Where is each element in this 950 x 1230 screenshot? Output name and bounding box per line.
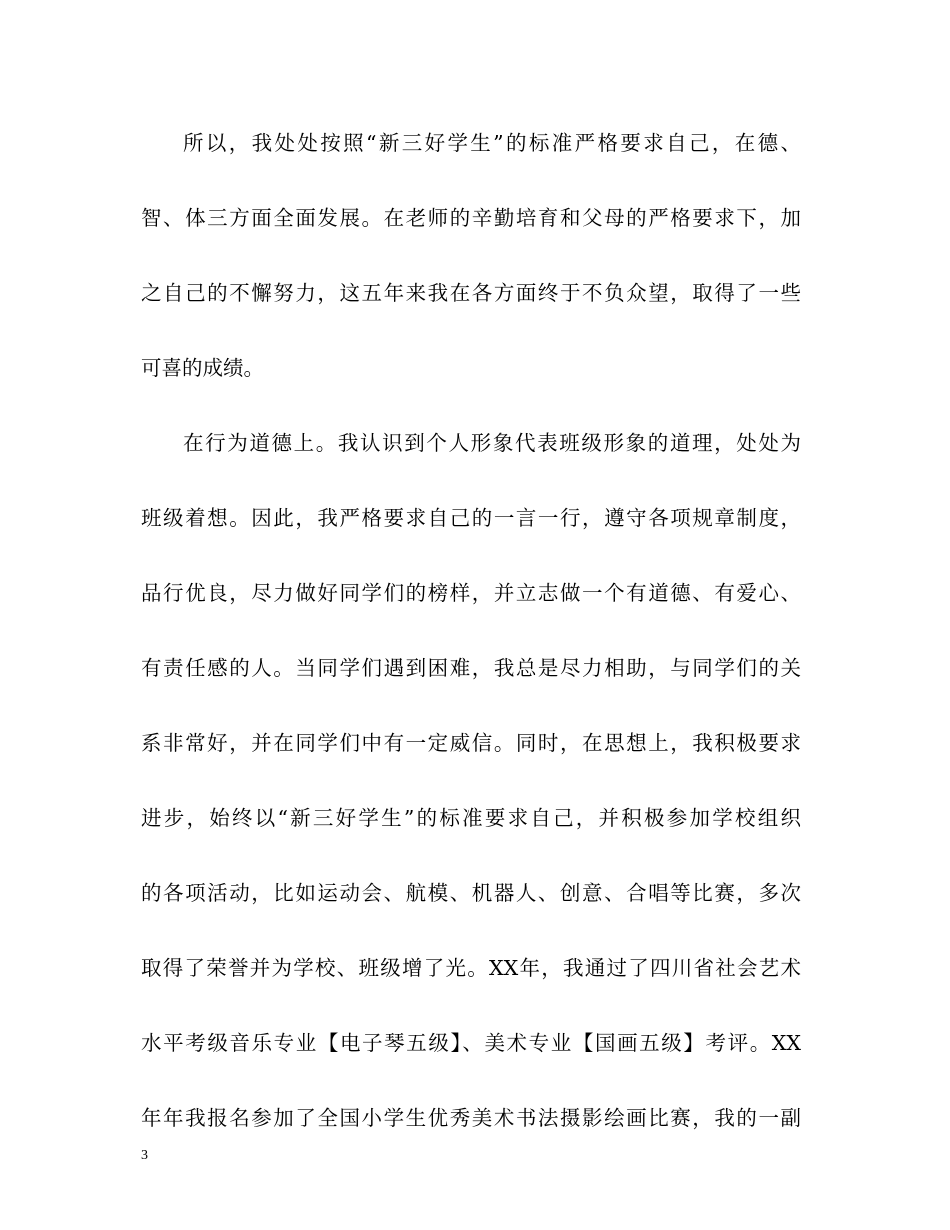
paragraph-2-line-8: 取得了荣誉并为学校、班级增了光。XX年，我通过了四川省社会艺术 (141, 956, 801, 980)
paragraph-2-line-5: 系非常好，并在同学们中有一定威信。同时，在思想上，我积极要求 (141, 731, 801, 755)
paragraph-2-line-3: 品行优良，尽力做好同学们的榜样，并立志做一个有道德、有爱心、 (141, 581, 801, 605)
paragraph-2-line-7: 的各项活动，比如运动会、航模、机器人、创意、合唱等比赛，多次 (141, 881, 801, 905)
paragraph-2-line-4: 有责任感的人。当同学们遇到困难，我总是尽力相助，与同学们的关 (141, 656, 801, 680)
paragraph-1-line-2: 智、体三方面全面发展。在老师的辛勤培育和父母的严格要求下，加 (141, 206, 801, 230)
paragraph-2-line-9: 水平考级音乐专业【电子琴五级】、美术专业【国画五级】考评。XX (141, 1031, 801, 1055)
paragraph-1-line-4: 可喜的成绩。 (141, 356, 264, 380)
paragraph-2-line-6: 进步，始终以“新三好学生”的标准要求自己，并积极参加学校组织 (141, 806, 801, 830)
paragraph-1-line-3: 之自己的不懈努力，这五年来我在各方面终于不负众望，取得了一些 (141, 281, 801, 305)
paragraph-1-line-1: 所以，我处处按照“新三好学生”的标准严格要求自己，在德、 (183, 131, 801, 155)
page-number: 3 (141, 1148, 148, 1163)
paragraph-2-line-2: 班级着想。因此，我严格要求自己的一言一行，遵守各项规章制度， (141, 506, 801, 530)
paragraph-2-line-1: 在行为道德上。我认识到个人形象代表班级形象的道理，处处为 (183, 431, 801, 455)
paragraph-2-line-10: 年年我报名参加了全国小学生优秀美术书法摄影绘画比赛，我的一副 (141, 1106, 801, 1130)
